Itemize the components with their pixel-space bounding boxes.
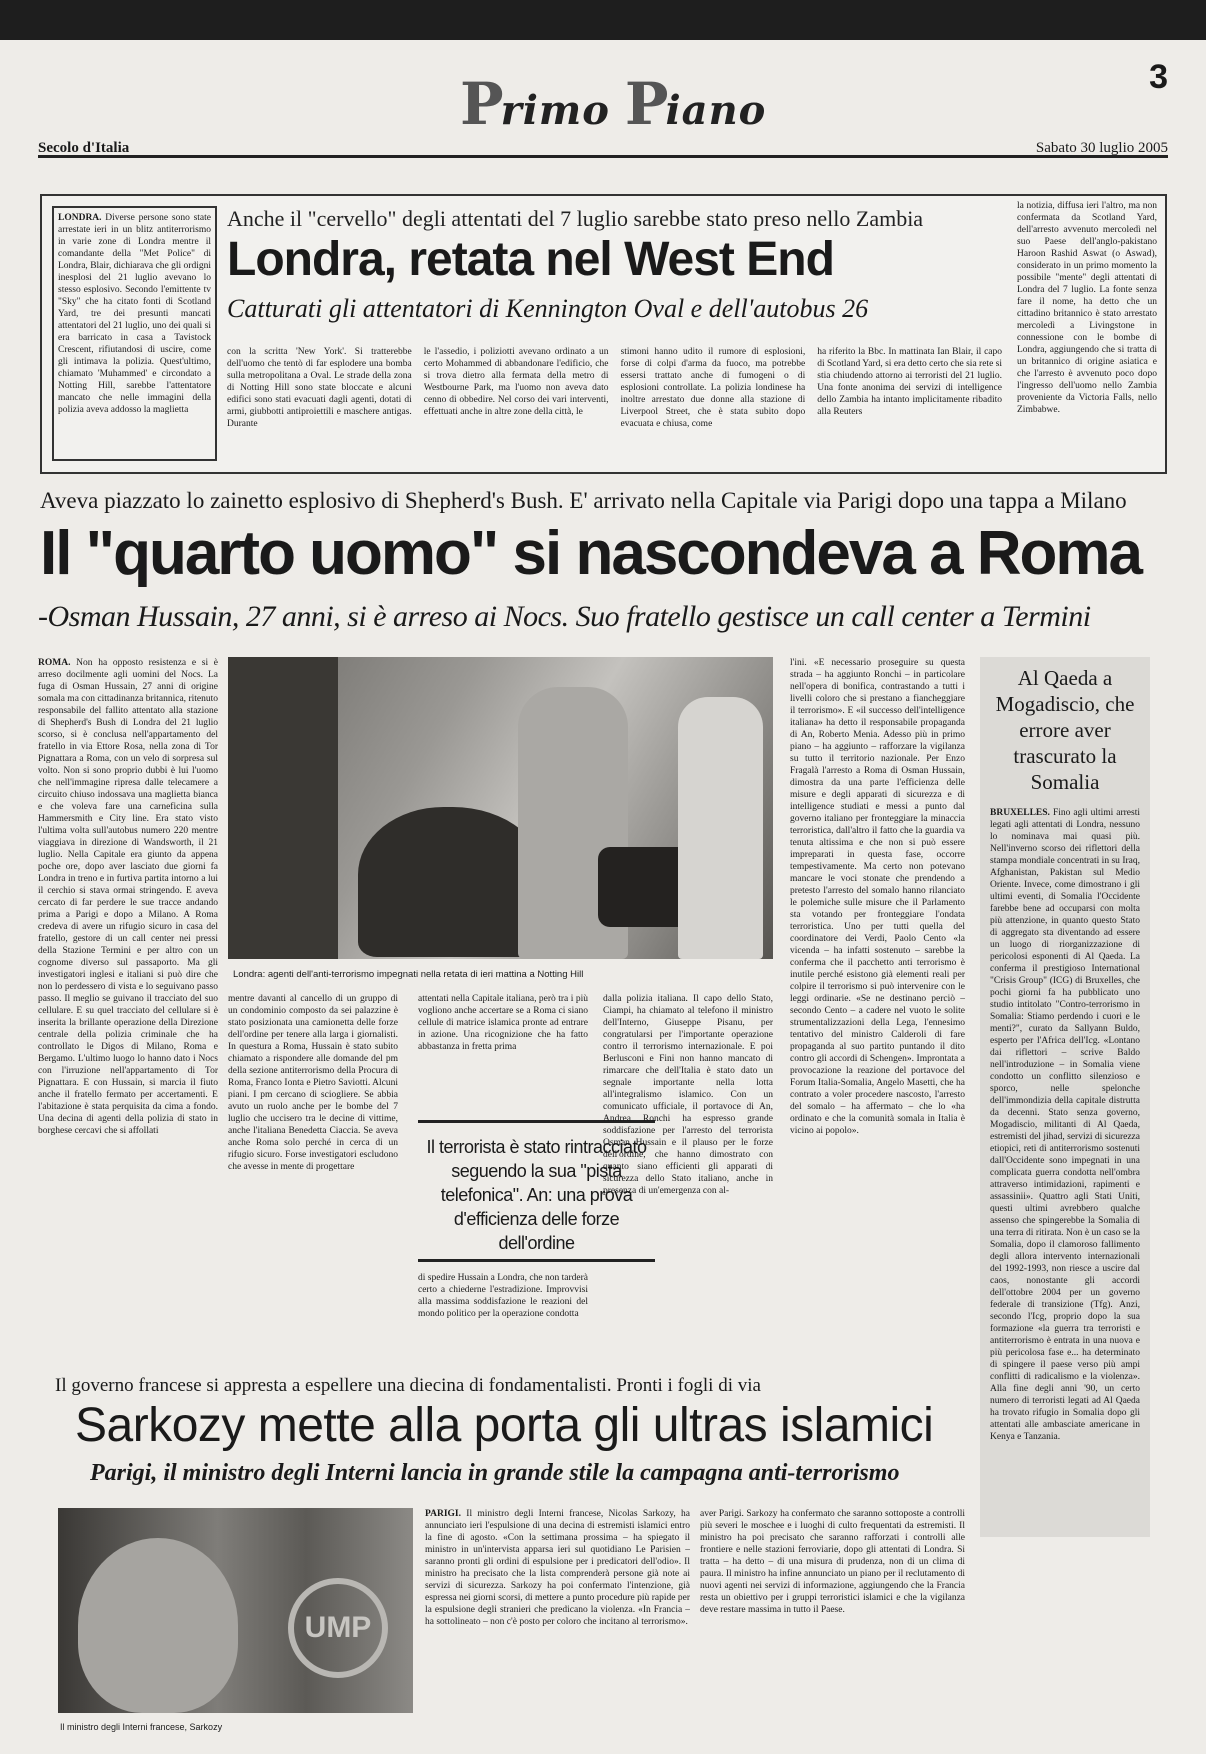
top-story-col: stimoni hanno udito il rumore di esplosioni, forse di colpi d'arma da fuoco, ma potrebbe essersi trattato anche di fumogeni o di esplosioni controllate. La polizia londinese ha inoltre arrestato due donne alla stazione di Liverpool Street, che è stata subito dopo evacuata e chiusa, come	[620, 347, 806, 429]
main-story-col: attentati nella Capitale italiana, però tra i più vogliono anche accertare se a Roma ci siano cellule di matrice islamica pronte ad entrare in azione. Una ricognizione che ha fatto abbastanza in fretta prima	[418, 994, 588, 1052]
top-story-columns	[227, 346, 1002, 466]
main-story-headline: Il "quarto uomo" si nascondeva a Roma	[40, 519, 1142, 588]
sarkozy-photo	[58, 1508, 413, 1713]
photo-caption: Londra: agenti dell'anti-terrorismo impegnati nella retata di ieri mattina a Notting Hill	[233, 969, 584, 980]
top-story-col: ha riferito la Bbc. In mattinata Ian Blair, il capo di Scotland Yard, si era detto certo che sia rete si stia chiudendo attorno ai terroristi del 21 luglio. Una fonte anonima dei servizi di intelligence dello Zambia ha intanto implicitamente ribadito alla Reuters	[817, 347, 1002, 417]
page-number: 3	[1149, 58, 1168, 96]
bottom-story-headline: Sarkozy mette alla porta gli ultras islamici	[75, 1399, 934, 1452]
masthead-bar	[38, 140, 1168, 158]
top-story-lead: LONDRA. Diverse persone sono state arrestate ieri in un blitz antiterrorismo in varie zone di Londra mentre il comandante della "Met Police" di Londra, Blair, dichiarava che gli ordigni inesplosi del 21 luglio avevano lo stesso esplosivo. Secondo l'emittente tv "Sky" che ha citato fonti di Scotland Yard, tre dei presunti mancati attentatori del 21 luglio, uno dei quali si era barricato in casa a Tavistock Crescent, rifiutandosi di uscire, come gli intimava la polizia. Quest'ultimo, chiamato 'Muhammed' e circondato a Notting Hill, sarebbe l'attentatore mancato che nelle immagini della polizia aveva addosso la maglietta	[52, 206, 217, 461]
main-story-col: ROMA. Non ha opposto resistenza e si è arreso docilmente agli uomini del Nocs. La fuga di Osman Hussain, 27 anni di origine somala ma con cittadinanza britannica, ritenuto responsabile del fallito attentato alla stazione di Shepherd's Bush di Londra del 21 luglio scorso, si è conclusa nell'appartamento del fratello in via Ettore Rosa, nella zona di Tor Pignattara a Roma, con un velo di sorpresa sul volto. Non si sono proprio dubbi è lui l'uomo che nell'immagine ripresa dalle telecamere a circuito chiuso indossava una maglietta bianca e che voleva fare una carneficina sulla Hammersmith e City line. Era stato visto l'ultima volta sull'autobus numero 220 mentre viaggiava in direzione di Wandsworth, il 21 luglio. Nella Capitale era giunto da appena poche ore, dopo aver lasciato due giorni fa Londra in treno e in furtiva partita intorno a lui il cerchio si stava ormai stringendo. E aveva cercato di far perdere le sue tracce andando prima a Parigi e dopo a Milano. A Roma credeva di avere un rifugio sicuro in casa del fratello, gestore di un call center nei pressi della Stazione Termini e per altro con un cognome diverso sul passaporto. Ma gli investigatori inglesi e italiani si può dire che non lo perdessero di vista e lo seguivano passo passo. Il meglio se guivano il tracciato del suo cellulare. E su quel tracciato del cellulare si è inserita la brillante operazione della Direzione centrale della polizia criminale che ha controllato le Digos di Milano, Roma e Bergamo. L'ultimo luogo lo hanno dato i Nocs con l'irruzione nell'appartamento di Tor Pignattara. E con Hussain, si marcia il fiuto anche il fratello fermato per accertamenti. E l'abitazione è stata perquisita da cima a fondo. Una decina di agenti della polizia di stato in borghese cercavi che si affollati	[38, 658, 218, 1136]
top-story-col: le l'assedio, i poliziotti avevano ordinato a un certo Mohammed di abbandonare l'edificio, che si trova dietro alla fermata della metro di Westbourne Park, ma l'uomo non aveva dato cenno di obbedire. Nel corso dei vari interventi, effettuati anche in altre zone della città, le	[423, 347, 609, 417]
top-story-col: con la scritta 'New York'. Si tratterebbe dell'uomo che tentò di far esplodere una bomba sulla metropolitana a Oval. Le strade della zona di Notting Hill sono state bloccate e alcuni edifici sono stati evacuati dagli agenti, dotati di armi, giubbotti antiproiettili e maschere antigas. Durante	[227, 347, 412, 429]
police-dog-photo	[228, 657, 773, 959]
pull-quote: Il terrorista è stato rintracciato seguendo la sua "pista telefonica". An: una prova d'efficienza delle forze dell'ordine	[418, 1120, 655, 1262]
somalia-sidebar	[980, 657, 1150, 1537]
sidebar-text: BRUXELLES. Fino agli ultimi arresti legati agli attentati di Londra, nessuno lo nominava mai quasi più. Nell'inverno scorso dei riflettori della stampa mondiale concentrati in su Iraq, Afghanistan, Pakistan sul Medio Oriente. Invece, come dimostrano i gli ultimi eventi, di Somalia l'Occidente farebbe bene ad occuparsi con molta più attenzione, in quanto questo Stato di aggregato sta diventando ad essere un luogo di riorganizzazione di pericolosi esponenti di Al Qaeda. La conferma il prestigioso International "Crisis Group" (ICG) di Bruxelles, che pochi giorni fa ha pubblicato uno studio intitolato "Contro-terrorismo in Somalia: Stiamo perdendo i cuori e le menti?", curato da Sallyann Buldo, esperto per l'Africa dell'Icg. «Lontano dai riflettori – scrive Baldo nell'introduzione – in Somalia viene condotto un conflitto silenzioso e sporco, nelle spelonche dell'immondizia della capitale distrutta da decenni. Stato senza governo, Mogadiscio, militanti di Al Qaeda, estremisti del jihad, servizi di sicurezza etiopici, reti di antiterrorismo sostenuti dall'Occidente sono impegnati in una complicata guerra condotta nell'ombra attraverso intimidazioni, rapimenti e assassinii». Quattro agli Stati Uniti, questi ultimi avrebbero qualche assenso che spingerebbe la Somalia di una terra di ritirata. Non è un caso se la Somalia, dopo il clamoroso fallimento degli allora intervento internazionali del 1992-1993, non riesce a uscire dal caos, nonostante gli accordi dell'ottobre 2004 per un governo federale di transizione (Tfg). Anzi, secondo l'Icg, proprio dopo la sua formazione «la guerra tra terroristi e antiterrorismo è entrata in una nuova e più pericolosa fase e... ha determinato di spingere il paese verso più ampi conflitti di radicalismo e la violenza». Alla fine degli anni '90, un certo numero di terroristi legati ad Al Qaeda ha trovato rifugio in Somalia dopo gli attentati alle ambasciate americane in Kenya e Tanzania.	[990, 808, 1141, 1442]
top-story-subhead: Catturati gli attentatori di Kennington Oval e dell'autobus 26	[227, 294, 869, 323]
main-story-subhead: -Osman Hussain, 27 anni, si è arreso ai Nocs. Suo fratello gestisce un call center a Termini	[38, 600, 1091, 633]
top-story-kicker: Anche il "cervello" degli attentati del 7 luglio sarebbe stato preso nello Zambia	[227, 206, 924, 231]
newspaper-name: Secolo d'Italia	[38, 140, 130, 156]
photo-caption: Il ministro degli Interni francese, Sarkozy	[60, 1722, 223, 1732]
sidebar-headline: Al Qaeda a Mogadiscio, che errore aver trascurato la Somalia	[995, 666, 1135, 794]
main-story-col: l'ini. «E necessario proseguire su questa strada – ha aggiunto Ronchi – in particolare nell'opera di bonifica, contrastando a tutti i livelli coloro che si prestano a fiancheggiare il terrorismo». E «il successo dell'intelligence italiana» ha detto il responsabile propaganda di An, Roberto Menia. Adesso più in primo piano – ha aggiunto – rafforzare la vigilanza su tutto il territorio nazionale. Per Enzo Fragalà l'arresto a Roma di Osman Hussain, dimostra da una parte l'efficienza delle misure e degli apparati di sicurezza e di intelligence studiati e messi a punto dal governo italiano per fronteggiare la minaccia terroristica, dall'altro il fatto che la guardia va tenuta altissima e che non si può essere impreparati in questa fase, occorre tempestivamente. Ma certo non potevano mancare le voci stonate che prendendo a pretesto l'arresto del somalo hanno rilanciato le polemiche sulle misure che il Parlamento sta votando per fronteggiare l'ondata terroristica. Uno per tutti quella del coordinatore dei Verdi, Paolo Cento «la vicenda – ha infatti sostenuto – sarebbe la conferma che il pacchetto anti terrorismo è inutile perché esistono già elementi reali per colpire il terrorismo si può intervenire con le leggi ordinarie. «Se ne destinano perciò – secondo Cento – a cadere nel vuoto le solite strumentalizzazioni della Lega, l'ennesimo tentativo del ministro Calderoli di fare propaganda al suo partito puntando il dito contro gli accordi di Schengen». Improntata a provocazione la reazione del portavoce del Forum Italia-Somalia, Angelo Masetti, che ha contrato a voler procedere nascosto, l'arresto del somalo – ha affermato – che lo «ha ordinato e che la comunità somala in Italia è vicino ai popolo».	[790, 658, 965, 1136]
main-story-col: mentre davanti al cancello di un gruppo di un condominio composto da sei palazzine è stato posizionata una camionetta delle forze dell'ordine per tenere alla larga i giornalisti. In questura a Roma, Hussain è stato subito chiamato a rispondere alle domande del pm della sezione antiterrorismo della Procura di Roma, Franco Ionta e Pietro Saviotti. Alcuni piani. I pm cercano di sciogliere. Se abbia avuto un ruolo anche per le bombe del 7 luglio che uccisero tra le decine di vittime, anche l'italiana Benedetta Ciaccia. Se aveva anche Roma solo perché in cerca di un rifugio sicuro. Forse investigatori escludono che avesse in mente di progettare	[228, 994, 398, 1172]
bottom-story-kicker: Il governo francese si appresta a espellere una diecina di fondamentalisti. Pronti i fogli di via	[55, 1375, 761, 1396]
top-story-box	[40, 194, 1167, 474]
issue-date: Sabato 30 luglio 2005	[1035, 140, 1168, 156]
bottom-story-col: PARIGI. Il ministro degli Interni francese, Nicolas Sarkozy, ha annunciato ieri l'espulsione di una decina di estremisti islamici entro la fine di agosto. «Con la settimana prossima – ha spiegato il ministro in un'intervista apparsa ieri sul quotidiano Le Parisien – saranno pronti gli ordini di espulsione per i predicatori dell'odio». Il ministro ha precisato che la lista comprenderà persone già note ai servizi di sicurezza. Sarkozy ha poi confermato l'intenzione, già espressa nei giorni scorsi, di mettere a punto procedure più rapide per la espulsione degli stranieri che predicano la violenza. «In Francia – ha sottolineato – non c'è posto per coloro che incitano al terrorismo».	[425, 1509, 690, 1627]
bottom-story-col: aver Parigi. Sarkozy ha confermato che saranno sottoposte a controlli più severi le moschee e i luoghi di culto frequentati da estremisti. Il ministro ha poi precisato che saranno rafforzati i controlli alle frontiere e nelle stazioni ferroviarie, dopo gli attentati di Londra. Si tratta – ha detto – di una misura di prudenza, non di un clima di paura. Il ministro ha infine annunciato un piano per il reclutamento di nuovi agenti nei servizi di informazione, aggiungendo che la Francia resta un obiettivo per i gruppi terroristici islamici e che la vigilanza deve restare massima in tutto il Paese.	[700, 1509, 965, 1615]
top-story-headline: Londra, retata nel West End	[227, 233, 834, 286]
top-story-right-col: la notizia, diffusa ieri l'altro, ma non confermata da Scotland Yard, dell'arresto avvenuto mercoledì nel suo Paese dell'anglo-pakistano Haroon Rashid Aswat (o Aswad), considerato in un primo momento la possibile "mente" degli attentati di Londra del 7 luglio. La fonte senza fare il nome, ha detto che un cittadino britannico è stato arrestato mercoledì a Livingstone in connessione con le bombe di Londra, aggiungendo che si tratta di un britannico di origine asiatica e che l'arresto è avvenuto poco dopo l'ingresso dell'uomo nello Zambia proveniente da Victoria Falls, nello Zimbabwe.	[1017, 201, 1157, 415]
main-story-col: dalla polizia italiana. Il capo dello Stato, Ciampi, ha chiamato al telefono il ministro dell'Interno, Giuseppe Pisanu, per congratularsi per l'importante operazione contro il terrorismo internazionale. E poi Berlusconi e Fini non hanno mancato di rimarcare che dell'Italia è stato dato un segnale importante nella lotta all'integralismo islamico. Con un comunicato ufficiale, il portavoce di An, Andrea Ronchi ha espresso grande soddisfazione per l'arresto del terrorista Osman Hussain e il plauso per le forze dell'ordine, che hanno dimostrato con quanto siano efficienti gli apparati di sicurezza dello Stato italiano, anche in presenza di un'emergenza con al-	[603, 994, 773, 1196]
main-story-kicker: Aveva piazzato lo zainetto esplosivo di Shepherd's Bush. E' arrivato nella Capitale via Parigi dopo una tappa a Milano	[40, 488, 1127, 513]
main-story-col: di spedire Hussain a Londra, che non tarderà certo a chiederne l'estradizione. Improvvisi alla massima soddisfazione le reazioni del mondo politico per la operazione condotta	[418, 1273, 588, 1319]
party-logo: UMP	[288, 1578, 388, 1678]
section-logo: Primo Piano	[460, 70, 767, 138]
bottom-story-subhead: Parigi, il ministro degli Interni lancia in grande stile la campagna anti-terrorismo	[90, 1460, 900, 1486]
